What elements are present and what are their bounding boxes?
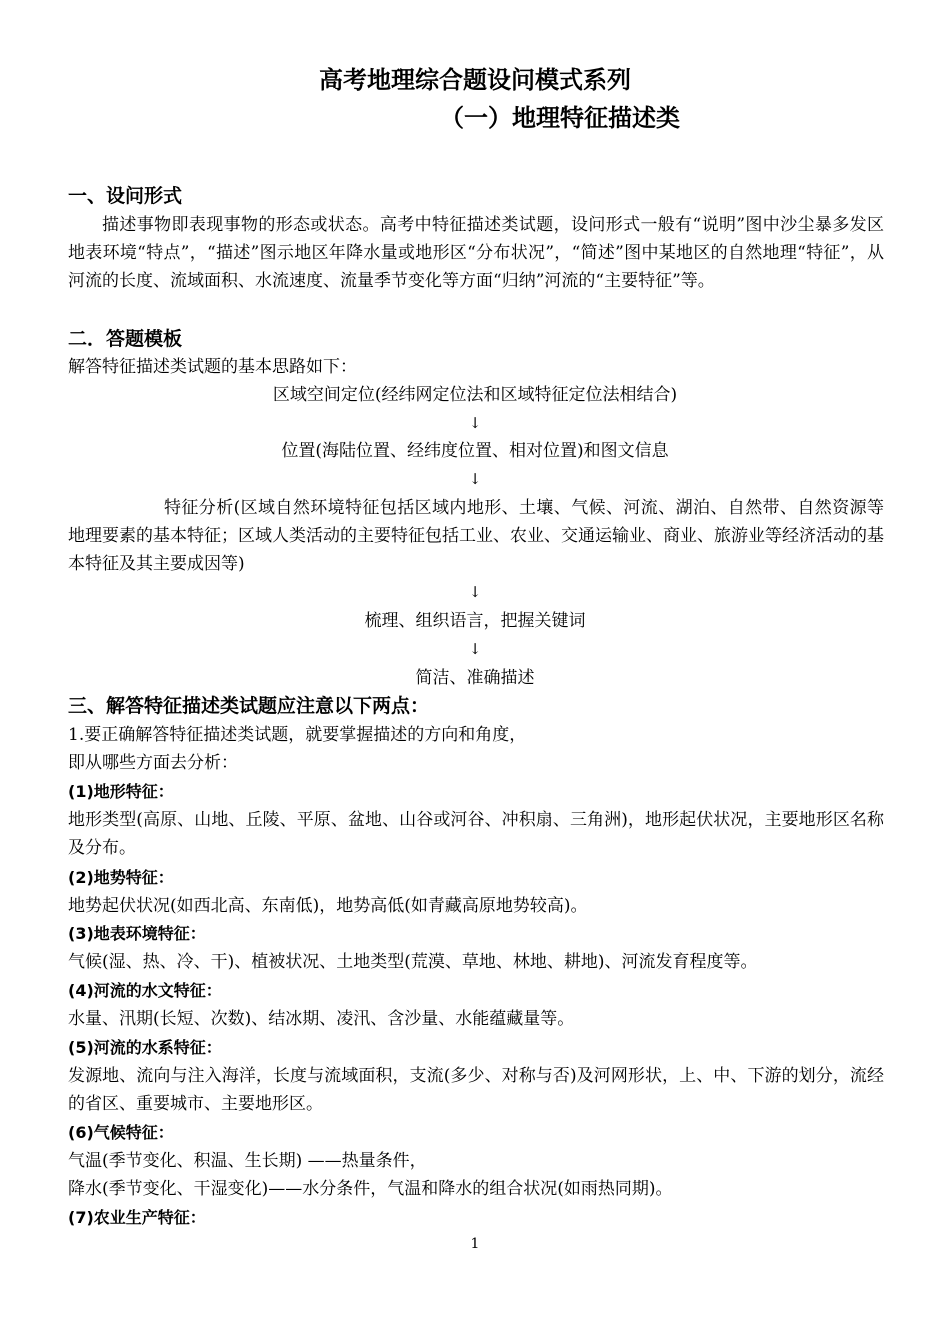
title-sub: （一）地理特征描述类 xyxy=(440,104,680,132)
page-number: 1 xyxy=(470,1236,480,1252)
item-7-label: (7)农业生产特征： xyxy=(68,1208,206,1227)
flow-step-4: 梳理、组织语言，把握关键词 xyxy=(364,611,586,631)
section3-line-1: 1.要正确解答特征描述类试题，就要掌握描述的方向和角度， xyxy=(68,725,527,745)
flow-step-2: 位置(海陆位置、经纬度位置、相对位置)和图文信息 xyxy=(281,441,669,461)
flow-step-1: 区域空间定位(经纬网定位法和区域特征定位法相结合) xyxy=(272,385,678,405)
item-1-label: (1)地形特征： xyxy=(68,782,174,801)
section2-intro: 解答特征描述类试题的基本思路如下： xyxy=(68,357,357,377)
item-2-label: (2)地势特征： xyxy=(68,868,174,887)
item-4-label: (4)河流的水文特征： xyxy=(68,981,222,1000)
section2-heading: 二．答题模板 xyxy=(68,328,183,350)
item-3-text: 气候(湿、热、冷、干)、植被状况、土地类型(荒漠、草地、林地、耕地)、河流发育程度等。 xyxy=(68,952,758,972)
item-2-text: 地势起伏状况(如西北高、东南低)，地势高低(如青藏高原地势较高)。 xyxy=(68,896,588,916)
item-1-text: 地形类型(高原、山地、丘陵、平原、盆地、山谷或河谷、冲积扇、三角洲)，地形起伏状况，主要地形区名称及分布。 xyxy=(68,810,884,858)
flow-arrow-2: ↓ xyxy=(468,470,482,488)
flow-arrow-4: ↓ xyxy=(468,640,482,658)
item-5-label: (5)河流的水系特征： xyxy=(68,1038,222,1057)
section3-heading: 三、解答特征描述类试题应注意以下两点： xyxy=(68,695,430,717)
item-6-label: (6)气候特征： xyxy=(68,1123,174,1142)
flow-step-3: 特征分析(区域自然环境特征包括区域内地形、土壤、气候、河流、湖泊、自然带、自然资源等地理要素的基本特征；区域人类活动的主要特征包括工业、农业、交通运输业、商业、旅游业等经济活动的基本特征及其主要成因等) xyxy=(68,498,884,574)
flow-arrow-3: ↓ xyxy=(468,583,482,601)
section1-paragraph: 描述事物即表现事物的形态或状态。高考中特征描述类试题，设问形式一般有“说明”图中沙尘暴多发区地表环境“特点”，“描述”图示地区年降水量或地形区“分布状况”，“简述”图中某地区的自然地理“特征”，从河流的长度、流域面积、水流速度、流量季节变化等方面“归纳”河流的“主要特征”等。 xyxy=(68,215,884,291)
title-main: 高考地理综合题设问模式系列 xyxy=(319,66,631,94)
item-4-text: 水量、汛期(长短、次数)、结冰期、凌汛、含沙量、水能蕴藏量等。 xyxy=(68,1009,575,1029)
item-6-text-2: 降水(季节变化、干湿变化)——水分条件，气温和降水的组合状况(如雨热同期)。 xyxy=(68,1179,673,1199)
item-6-text-1: 气温(季节变化、积温、生长期) ——热量条件， xyxy=(68,1151,427,1171)
flow-arrow-1: ↓ xyxy=(468,414,482,432)
section3-line-2: 即从哪些方面去分析： xyxy=(68,753,238,773)
flow-step-5: 简洁、准确描述 xyxy=(415,668,535,688)
item-3-label: (3)地表环境特征： xyxy=(68,924,206,943)
item-5-text: 发源地、流向与注入海洋，长度与流域面积，支流(多少、对称与否)及河网形状，上、中、下游的划分，流经的省区、重要城市、主要地形区。 xyxy=(68,1066,884,1114)
section1-heading: 一、设问形式 xyxy=(68,185,183,207)
